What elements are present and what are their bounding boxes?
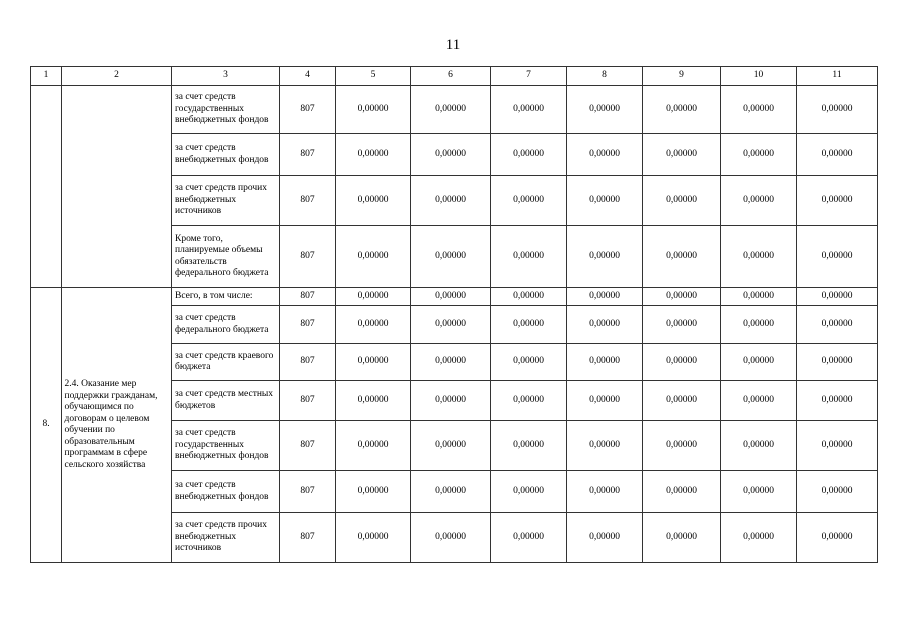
amount-cell: 0,00000 — [721, 288, 797, 306]
amount-cell: 0,00000 — [567, 344, 643, 381]
amount-cell: 0,00000 — [721, 471, 797, 513]
amount-cell: 0,00000 — [336, 381, 411, 421]
amount-cell: 0,00000 — [336, 176, 411, 226]
amount-cell: 0,00000 — [643, 226, 721, 288]
amount-cell: 0,00000 — [491, 421, 567, 471]
budget-code-cell: 807 — [280, 381, 336, 421]
amount-cell: 0,00000 — [411, 288, 491, 306]
funding-source-cell: за счет средств внебюджетных фондов — [172, 471, 280, 513]
amount-cell: 0,00000 — [336, 421, 411, 471]
column-header: 4 — [280, 67, 336, 86]
measure-title-cell — [62, 86, 172, 288]
measure-title: 2.4. Оказание мер поддержки гражданам, обучающимся по договорам о целевом обучении по образовательным программам в сфере сельского хозяйства — [64, 379, 158, 470]
amount-cell: 0,00000 — [491, 471, 567, 513]
amount-cell: 0,00000 — [643, 513, 721, 563]
column-header: 2 — [62, 67, 172, 86]
amount-cell: 0,00000 — [721, 344, 797, 381]
budget-code-cell: 807 — [280, 176, 336, 226]
amount-cell: 0,00000 — [491, 513, 567, 563]
amount-cell: 0,00000 — [643, 471, 721, 513]
budget-code-cell: 807 — [280, 86, 336, 134]
amount-cell: 0,00000 — [411, 344, 491, 381]
amount-cell: 0,00000 — [411, 381, 491, 421]
amount-cell: 0,00000 — [336, 306, 411, 344]
amount-cell: 0,00000 — [491, 288, 567, 306]
amount-cell: 0,00000 — [336, 288, 411, 306]
amount-cell: 0,00000 — [567, 134, 643, 176]
budget-code-cell: 807 — [280, 513, 336, 563]
amount-cell: 0,00000 — [567, 288, 643, 306]
amount-cell: 0,00000 — [797, 381, 878, 421]
funding-source-cell: Кроме того, планируемые объемы обязательств федерального бюджета — [172, 226, 280, 288]
column-header: 7 — [491, 67, 567, 86]
amount-cell: 0,00000 — [567, 176, 643, 226]
amount-cell: 0,00000 — [797, 226, 878, 288]
page-number: 11 — [445, 37, 461, 53]
column-header: 9 — [643, 67, 721, 86]
column-header: 10 — [721, 67, 797, 86]
amount-cell: 0,00000 — [411, 226, 491, 288]
funding-source-cell: за счет средств внебюджетных фондов — [172, 134, 280, 176]
amount-cell: 0,00000 — [336, 134, 411, 176]
column-header: 1 — [31, 67, 62, 86]
column-header: 11 — [797, 67, 878, 86]
amount-cell: 0,00000 — [336, 86, 411, 134]
amount-cell: 0,00000 — [567, 471, 643, 513]
measure-title-cell — [62, 288, 172, 563]
amount-cell: 0,00000 — [491, 344, 567, 381]
amount-cell: 0,00000 — [491, 306, 567, 344]
funding-source-cell: за счет средств местных бюджетов — [172, 381, 280, 421]
budget-code-cell: 807 — [280, 421, 336, 471]
amount-cell: 0,00000 — [491, 226, 567, 288]
amount-cell: 0,00000 — [567, 513, 643, 563]
budget-table — [30, 66, 878, 563]
budget-code-cell: 807 — [280, 471, 336, 513]
amount-cell: 0,00000 — [721, 513, 797, 563]
amount-cell: 0,00000 — [721, 86, 797, 134]
budget-code-cell: 807 — [280, 288, 336, 306]
funding-source-cell: за счет средств прочих внебюджетных источников — [172, 176, 280, 226]
amount-cell: 0,00000 — [567, 306, 643, 344]
amount-cell: 0,00000 — [643, 176, 721, 226]
column-header: 6 — [411, 67, 491, 86]
amount-cell: 0,00000 — [411, 421, 491, 471]
amount-cell: 0,00000 — [721, 134, 797, 176]
column-header: 3 — [172, 67, 280, 86]
amount-cell: 0,00000 — [411, 86, 491, 134]
amount-cell: 0,00000 — [721, 176, 797, 226]
amount-cell: 0,00000 — [643, 421, 721, 471]
funding-source-cell: за счет средств краевого бюджета — [172, 344, 280, 381]
amount-cell: 0,00000 — [643, 344, 721, 381]
amount-cell: 0,00000 — [491, 176, 567, 226]
amount-cell: 0,00000 — [567, 86, 643, 134]
amount-cell: 0,00000 — [797, 421, 878, 471]
column-header: 8 — [567, 67, 643, 86]
amount-cell: 0,00000 — [721, 381, 797, 421]
funding-source-cell: за счет средств федерального бюджета — [172, 306, 280, 344]
amount-cell: 0,00000 — [721, 226, 797, 288]
amount-cell: 0,00000 — [721, 306, 797, 344]
amount-cell: 0,00000 — [411, 513, 491, 563]
amount-cell: 0,00000 — [567, 226, 643, 288]
amount-cell: 0,00000 — [336, 226, 411, 288]
funding-source-cell: за счет средств прочих внебюджетных источников — [172, 513, 280, 563]
amount-cell: 0,00000 — [797, 471, 878, 513]
row-number-cell: 8. — [31, 288, 62, 563]
amount-cell: 0,00000 — [797, 288, 878, 306]
amount-cell: 0,00000 — [643, 381, 721, 421]
amount-cell: 0,00000 — [491, 381, 567, 421]
table-row — [31, 86, 878, 134]
amount-cell: 0,00000 — [491, 134, 567, 176]
amount-cell: 0,00000 — [797, 86, 878, 134]
amount-cell: 0,00000 — [336, 471, 411, 513]
amount-cell: 0,00000 — [336, 513, 411, 563]
funding-source-cell: Всего, в том числе: — [172, 288, 280, 306]
budget-code-cell: 807 — [280, 344, 336, 381]
amount-cell: 0,00000 — [643, 134, 721, 176]
header-row — [31, 67, 878, 86]
amount-cell: 0,00000 — [797, 513, 878, 563]
amount-cell: 0,00000 — [411, 471, 491, 513]
amount-cell: 0,00000 — [491, 86, 567, 134]
amount-cell: 0,00000 — [797, 306, 878, 344]
budget-code-cell: 807 — [280, 226, 336, 288]
amount-cell: 0,00000 — [797, 344, 878, 381]
amount-cell: 0,00000 — [643, 288, 721, 306]
table-row — [31, 288, 878, 306]
budget-code-cell: 807 — [280, 134, 336, 176]
amount-cell: 0,00000 — [643, 306, 721, 344]
amount-cell: 0,00000 — [567, 381, 643, 421]
amount-cell: 0,00000 — [643, 86, 721, 134]
funding-source-cell: за счет средств государственных внебюджетных фондов — [172, 86, 280, 134]
amount-cell: 0,00000 — [721, 421, 797, 471]
budget-code-cell: 807 — [280, 306, 336, 344]
column-header: 5 — [336, 67, 411, 86]
amount-cell: 0,00000 — [797, 134, 878, 176]
amount-cell: 0,00000 — [336, 344, 411, 381]
amount-cell: 0,00000 — [411, 134, 491, 176]
row-number-cell — [31, 86, 62, 288]
funding-source-cell: за счет средств государственных внебюджетных фондов — [172, 421, 280, 471]
amount-cell: 0,00000 — [567, 421, 643, 471]
amount-cell: 0,00000 — [797, 176, 878, 226]
amount-cell: 0,00000 — [411, 176, 491, 226]
amount-cell: 0,00000 — [411, 306, 491, 344]
